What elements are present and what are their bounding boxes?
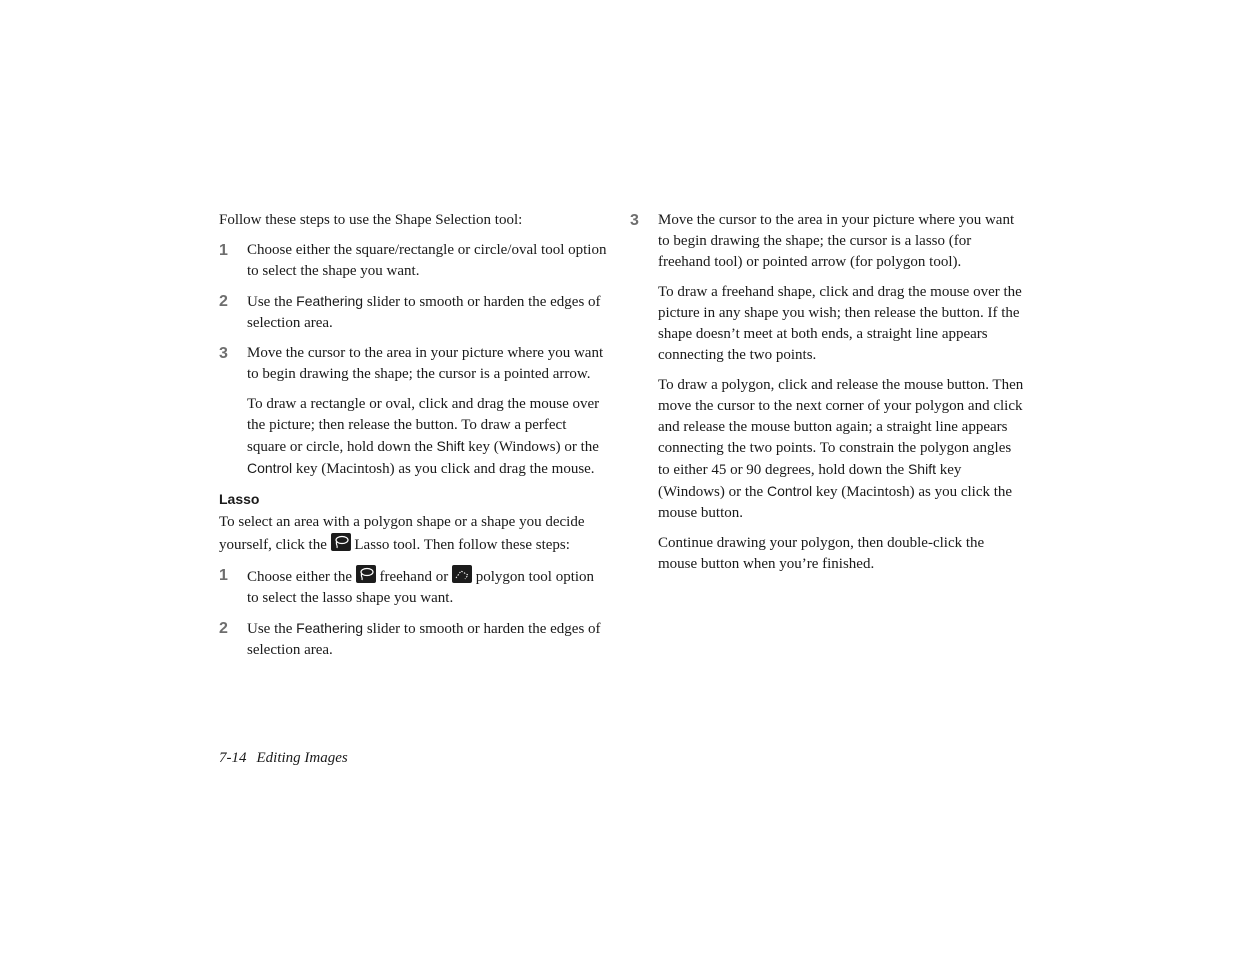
lasso-step-1 <box>219 565 609 609</box>
sub-text-c: key (Macintosh) as you click and drag the mouse. <box>292 461 595 477</box>
polygon-text-c: key (Macintosh) as you click the mouse button. <box>658 484 1013 521</box>
step-text: Move the cursor to the area in your picture where you want to begin drawing the shape; the cursor is a pointed arrow. <box>247 345 604 382</box>
continue-instructions: Continue drawing your polygon, then double-click the mouse button when you’re finished. <box>658 535 985 572</box>
polygon-instructions <box>630 375 1025 524</box>
step-text-post: slider to smooth or harden the edges of selection area. <box>247 294 601 331</box>
polygon-text-a: To draw a polygon, click and release the mouse button. Then move the cursor to the next corner of your polygon and click and release the mouse button again; a straight line appears connecting the two points. To constrain the polygon angles to either 45 or 90 degrees, hold down the <box>658 377 1024 478</box>
polygon-text-b: key (Windows) or the <box>658 462 962 500</box>
lasso-step-3 <box>630 210 1025 273</box>
lasso-step-text-c: polygon tool option to select the lasso shape you want. <box>247 569 595 606</box>
lasso-intro <box>219 512 609 556</box>
polygon-lasso-icon <box>452 565 472 583</box>
sub-text-b: key (Windows) or the <box>464 439 599 455</box>
step-text-post: slider to smooth or harden the edges of selection area. <box>247 621 601 658</box>
freehand-instructions: To draw a freehand shape, click and drag the mouse over the picture in any shape you wish; then release the button. If the shape doesn’t meet at both ends, a straight line appears connecting the two points. <box>658 284 1022 363</box>
freehand-lasso-icon <box>356 565 376 583</box>
page-number: 7-14 <box>219 750 247 766</box>
step-1 <box>219 240 609 282</box>
rectangle-instructions <box>219 394 609 480</box>
step-number: 2 <box>219 293 228 310</box>
control-keyword: Control <box>766 483 813 499</box>
lasso-step-2 <box>219 618 609 661</box>
step-text: Choose either the square/rectangle or circle/oval tool option to select the shape you want. <box>247 242 607 279</box>
lasso-intro-a: To select an area with a polygon shape or a shape you decide yourself, click the <box>219 514 585 553</box>
page-footer <box>219 748 358 769</box>
shift-keyword: Shift <box>436 438 465 454</box>
lasso-heading: Lasso <box>219 491 260 507</box>
step-number: 3 <box>219 345 228 362</box>
shift-keyword: Shift <box>907 461 936 477</box>
lasso-icon <box>331 533 351 551</box>
step-number: 2 <box>219 620 228 637</box>
left-column <box>219 210 609 670</box>
step-text-pre: Use the <box>247 621 297 637</box>
step-text-pre: Use the <box>247 294 297 310</box>
section-title: Editing Images <box>256 750 348 766</box>
sub-text-a: To draw a rectangle or oval, click and drag the mouse over the picture; then release the button. To draw a perfect square or circle, hold down the <box>247 396 600 455</box>
step-number: 3 <box>630 212 639 229</box>
step-number: 1 <box>219 567 228 584</box>
control-keyword: Control <box>247 460 293 476</box>
right-column <box>630 210 1025 584</box>
lasso-intro-b: Lasso tool. Then follow these steps: <box>350 537 570 553</box>
step-number: 1 <box>219 242 228 259</box>
step-2 <box>219 291 609 334</box>
step-3 <box>219 343 609 385</box>
intro-text: Follow these steps to use the Shape Selection tool: <box>219 212 523 228</box>
feathering-keyword: Feathering <box>296 620 364 636</box>
lasso-step-text-b: freehand or <box>375 569 452 585</box>
feathering-keyword: Feathering <box>296 293 364 309</box>
step-text: Move the cursor to the area in your picture where you want to begin drawing the shape; the cursor is a lasso (for freehand tool) or pointed arrow (for polygon tool). <box>658 212 1015 270</box>
lasso-step-text-a: Choose either the <box>247 569 356 585</box>
